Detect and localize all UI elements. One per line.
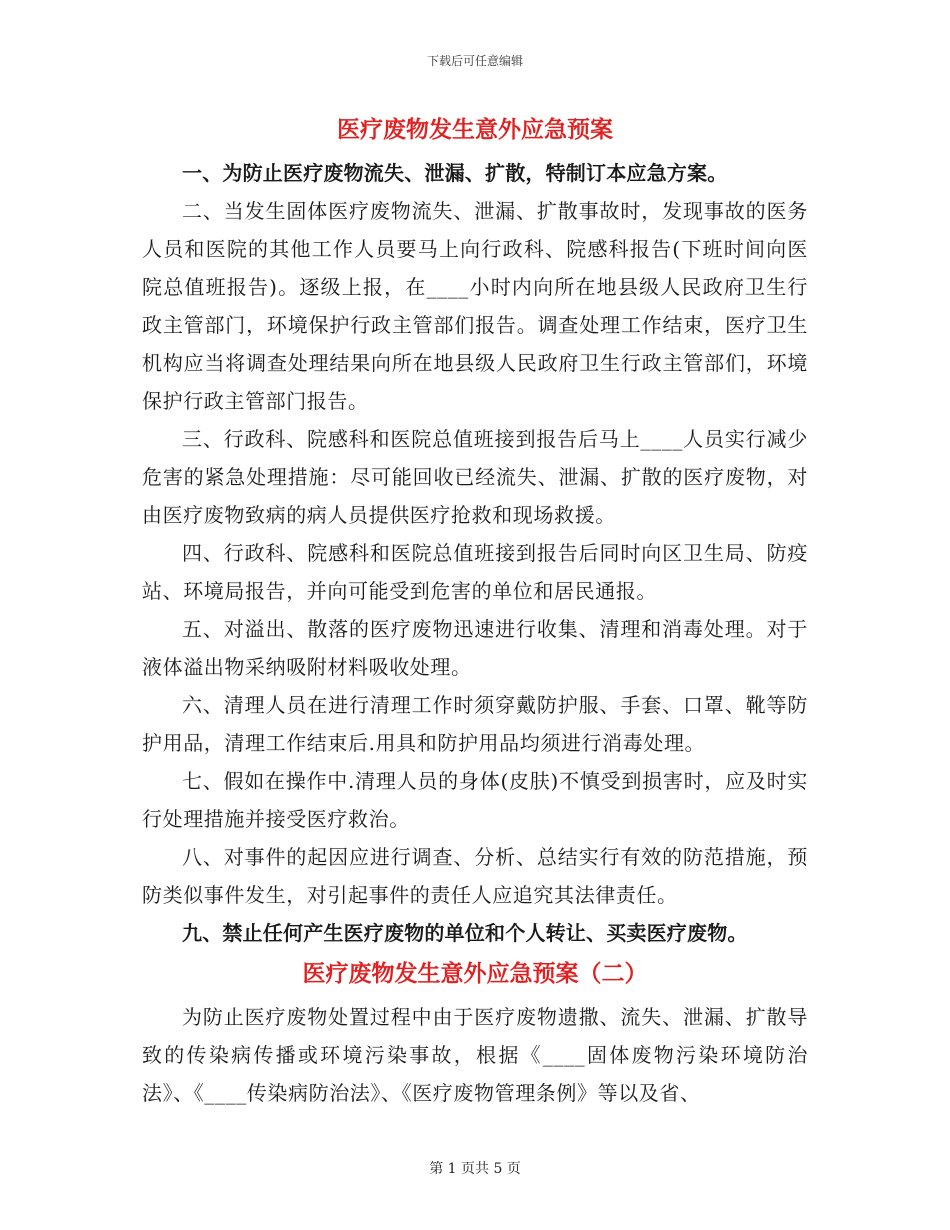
paragraph-1: 一、为防止医疗废物流失、泄漏、扩散，特制订本应急方案。 bbox=[182, 161, 728, 185]
document-title: 医疗废物发生意外应急预案 bbox=[337, 116, 613, 143]
paragraph-3: 三、行政科、院感科和医院总值班接到报告后马上____人员实行减少危害的紧急处理措施：尽可能回收已经流失、泄漏、扩散的医疗废物，对由医疗废物致病的病人员提供医疗抢救和现场救援。 bbox=[142, 427, 808, 527]
paragraph-2: 二、当发生固体医疗废物流失、泄漏、扩散事故时，发现事故的医务人员和医院的其他工作人员要马上向行政科、院感科报告(下班时间向医院总值班报告)。逐级上报，在____小时内向所在地县级人民政府卫生行政主管部门，环境保护行政主管部们报告。调查处理工作结束，医疗卫生机构应当将调查处理结果向所在地县级人民政府卫生行政主管部们，环境保护行政主管部门报告。 bbox=[142, 199, 808, 413]
paragraph-8: 八、对事件的起因应进行调查、分析、总结实行有效的防范措施，预防类似事件发生，对引起事件的责任人应追究其法律责任。 bbox=[142, 845, 808, 907]
document-body bbox=[142, 112, 808, 1112]
page-footer: 第 1 页共 5 页 bbox=[429, 1161, 521, 1177]
paragraph-7: 七、假如在操作中.清理人员的身体(皮肤)不慎受到损害时，应及时实行处理措施并接受医疗救治。 bbox=[142, 769, 808, 831]
section-2-paragraph: 为防止医疗废物处置过程中由于医疗废物遗撒、流失、泄漏、扩散导致的传染病传播或环境污染事故，根据《____固体废物污染环境防治法》、《____传染病防治法》、《医疗废物管理条例》等以及省、 bbox=[142, 1005, 808, 1105]
paragraph-4: 四、行政科、院感科和医院总值班接到报告后同时向区卫生局、防疫站、环境局报告，并向可能受到危害的单位和居民通报。 bbox=[142, 541, 808, 603]
paragraph-5: 五、对溢出、散落的医疗废物迅速进行收集、清理和消毒处理。对于液体溢出物采纳吸附材料吸收处理。 bbox=[142, 617, 808, 679]
paragraph-9: 九、禁止任何产生医疗废物的单位和个人转让、买卖医疗废物。 bbox=[182, 921, 748, 945]
paragraph-6: 六、清理人员在进行清理工作时须穿戴防护服、手套、口罩、靴等防护用品，清理工作结束后.用具和防护用品均须进行消毒处理。 bbox=[142, 693, 808, 755]
page-header: 下载后可任意编辑 bbox=[426, 54, 523, 68]
section-title-2: 医疗废物发生意外应急预案（二） bbox=[302, 960, 648, 987]
